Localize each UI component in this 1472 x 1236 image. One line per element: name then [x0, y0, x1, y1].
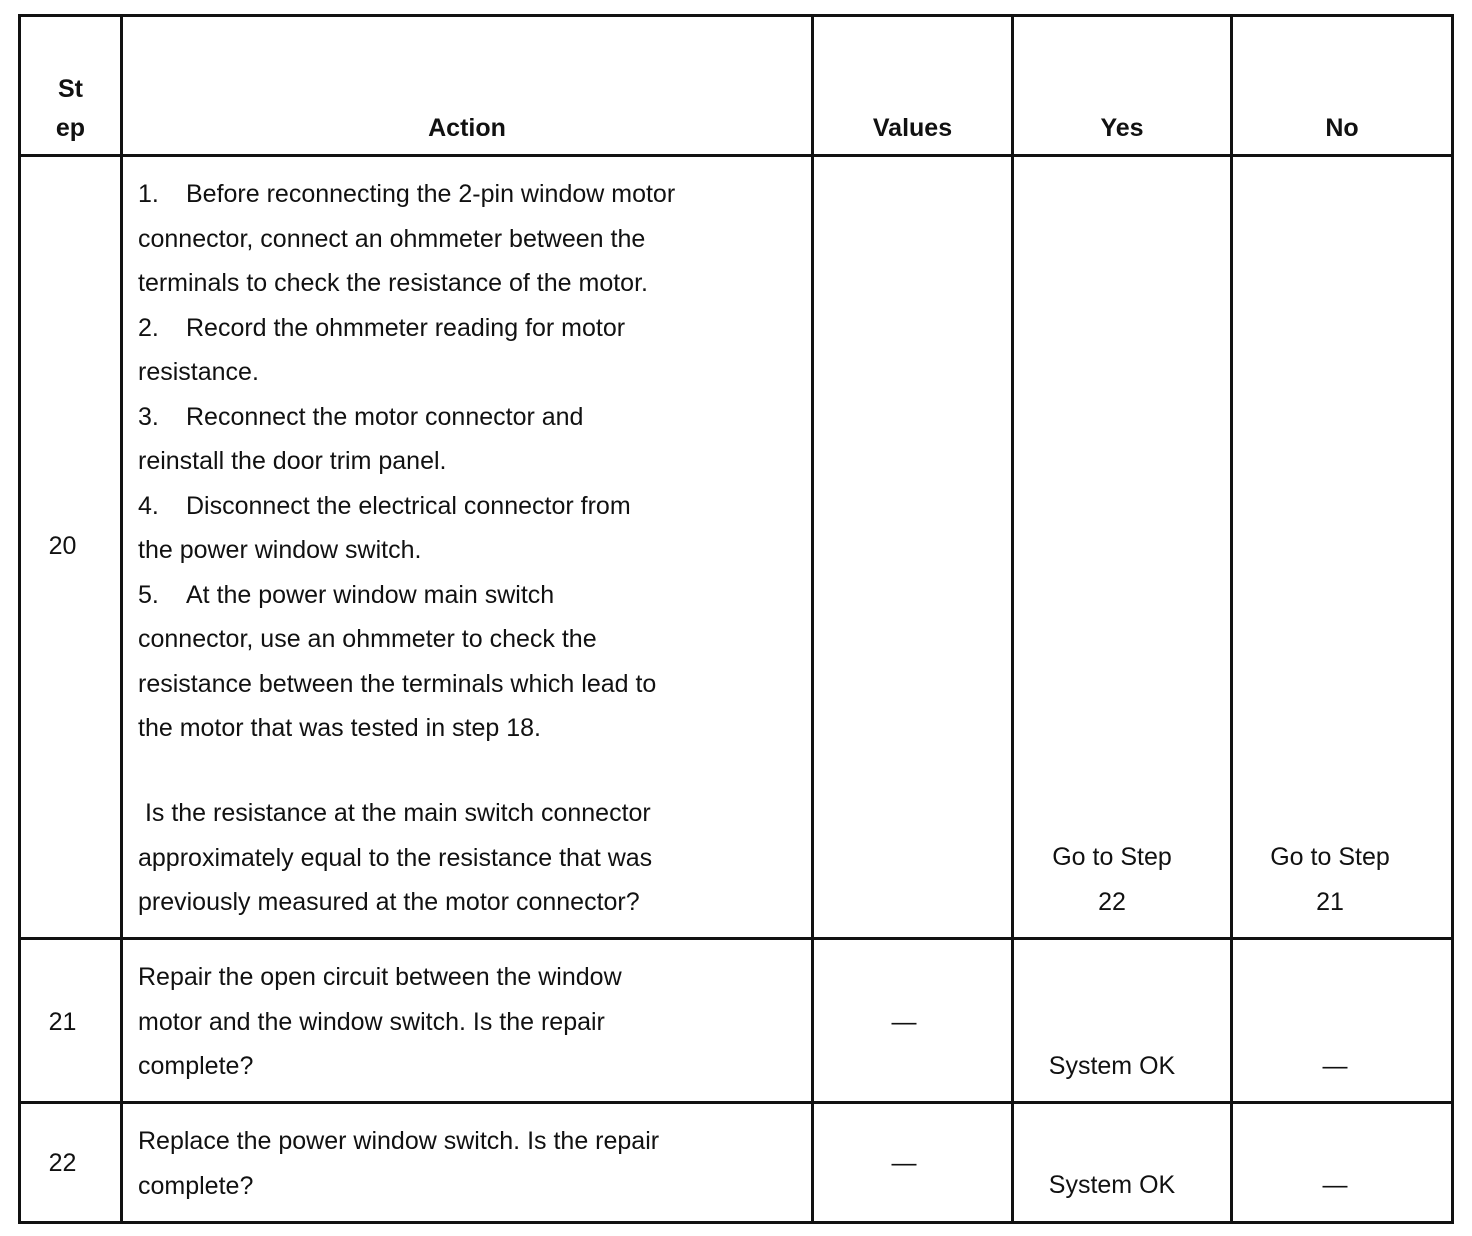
- step-number: 22: [48, 1149, 77, 1177]
- action-item: 4. Disconnect the electrical connector from: [138, 491, 631, 520]
- yes-result: Go to Step 22: [1052, 843, 1172, 916]
- action-line: resistance.: [138, 358, 259, 386]
- header-values: Values: [872, 114, 953, 142]
- no-result: Go to Step 21: [1270, 843, 1390, 916]
- header-yes: Yes: [1100, 114, 1144, 142]
- column-divider: [1230, 14, 1233, 1224]
- row-divider: [18, 937, 1454, 940]
- action-line: the motor that was tested in step 18.: [138, 714, 542, 742]
- header-step-line1: St: [58, 75, 83, 103]
- question-line: approximately equal to the resistance that was: [138, 843, 653, 872]
- action-text: Replace the power window switch. Is the repair complete?: [138, 1127, 660, 1200]
- action-item: 1. Before reconnecting the 2-pin window motor: [138, 180, 676, 208]
- header-step: [21, 70, 120, 148]
- values-cell: —: [891, 1149, 917, 1177]
- table-border-top: [18, 14, 1454, 17]
- header-no: No: [1325, 114, 1359, 142]
- question-line: previously measured at the motor connector?: [138, 888, 640, 916]
- table-border-right: [1451, 14, 1454, 1224]
- row-divider: [18, 1101, 1454, 1104]
- step-number: 20: [48, 532, 77, 560]
- table-border-bottom: [18, 1221, 1454, 1224]
- action-line: connector, connect an ohmmeter between the: [138, 224, 646, 253]
- action-line: connector, use an ohmmeter to check the: [138, 625, 597, 653]
- values-cell: —: [891, 1008, 917, 1036]
- action-item: 3. Reconnect the motor connector and: [138, 402, 584, 431]
- action-text: Repair the open circuit between the window motor and the window switch. Is the repair complete?: [138, 963, 622, 1080]
- action-question: [138, 791, 808, 925]
- question-line: Is the resistance at the main switch connector: [138, 799, 651, 827]
- no-result: —: [1322, 1052, 1348, 1080]
- column-divider: [1011, 14, 1014, 1224]
- yes-result: System OK: [1048, 1052, 1176, 1080]
- action-line: terminals to check the resistance of the motor.: [138, 269, 648, 297]
- action-steps: [138, 172, 808, 751]
- no-result: —: [1322, 1171, 1348, 1199]
- header-divider: [18, 154, 1454, 157]
- action-line: resistance between the terminals which lead to: [138, 669, 657, 698]
- header-step-line2: ep: [55, 114, 86, 142]
- action-line: reinstall the door trim panel.: [138, 447, 447, 475]
- column-divider: [120, 14, 123, 1224]
- header-action: Action: [428, 114, 506, 142]
- step-number: 21: [48, 1008, 77, 1036]
- action-item: 2. Record the ohmmeter reading for motor: [138, 313, 626, 342]
- action-item: 5. At the power window main switch: [138, 580, 555, 609]
- action-line: the power window switch.: [138, 536, 422, 564]
- yes-result: System OK: [1048, 1171, 1176, 1199]
- diagnostic-table: [18, 14, 1454, 1224]
